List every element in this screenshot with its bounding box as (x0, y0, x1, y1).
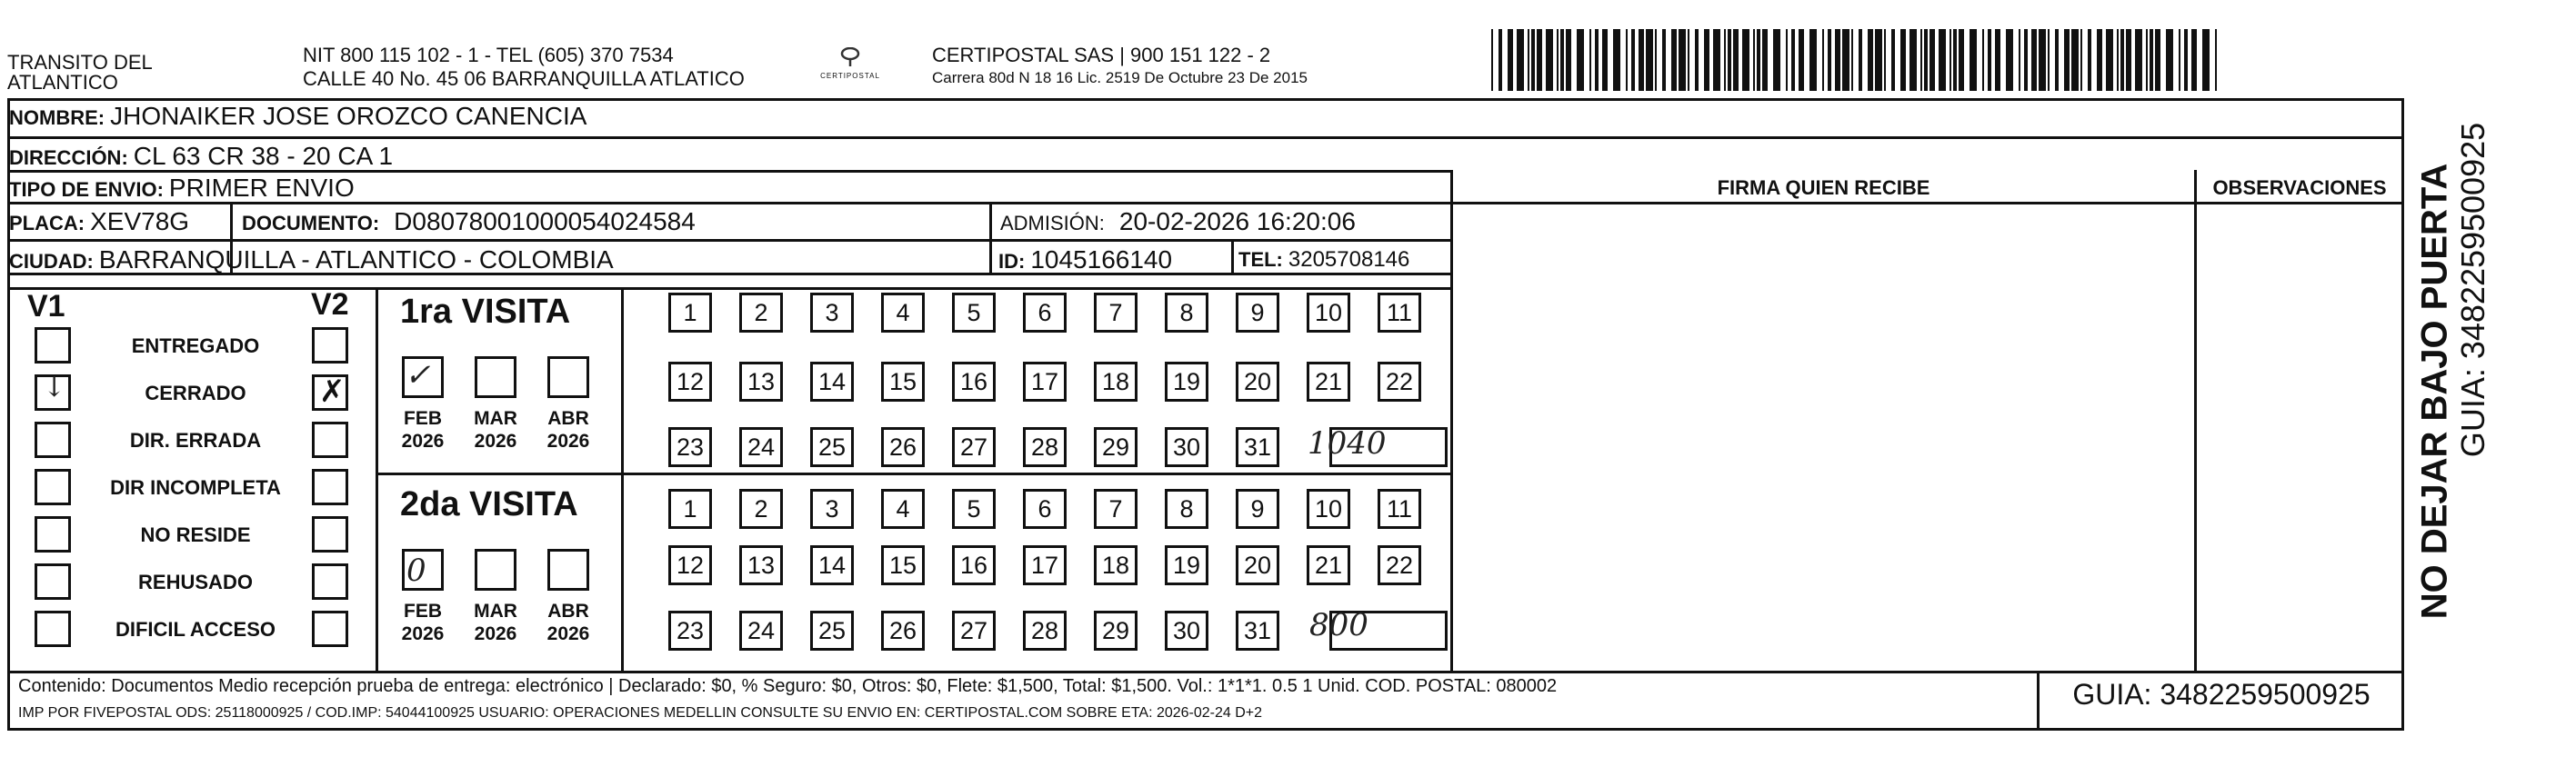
day-box[interactable]: 2 (739, 489, 783, 529)
observaciones-header: OBSERVACIONES (2212, 176, 2387, 199)
month-year: 2026 (546, 623, 590, 644)
month-label (396, 600, 450, 645)
v2-checkbox[interactable] (312, 374, 348, 411)
barcode-bar (2064, 29, 2070, 91)
first-visit-check: ✓ (405, 357, 431, 393)
barcode-bar (1959, 29, 1964, 91)
day-box[interactable]: 1 (668, 489, 712, 529)
barcode-bar (1528, 29, 1529, 91)
side-guia-label: GUIA: 3482259500925 (2454, 122, 2491, 458)
month-checkbox[interactable] (475, 549, 516, 591)
month-year: 2026 (474, 623, 517, 644)
barcode-bar (1859, 29, 1862, 91)
day-box[interactable]: 19 (1165, 362, 1208, 402)
barcode-bar (2120, 29, 2124, 91)
barcode-bar (1828, 29, 1831, 91)
barcode-bar (1953, 29, 1957, 91)
day-box[interactable]: 16 (952, 362, 996, 402)
month-label (541, 407, 596, 453)
barcode-bar (2019, 29, 2020, 91)
day-box[interactable]: 12 (668, 545, 712, 585)
barcode-bar (2048, 29, 2050, 91)
barcode-bar (1982, 29, 1984, 91)
firma-header: FIRMA QUIEN RECIBE (1717, 176, 1930, 199)
nombre-label: NOMBRE: (9, 106, 105, 129)
day-box[interactable]: 29 (1094, 427, 1138, 467)
barcode-bar (1822, 29, 1824, 91)
day-box[interactable]: 22 (1378, 362, 1421, 402)
status-label: NO RESIDE (140, 523, 251, 546)
barcode-bar (1773, 29, 1780, 91)
admision-label: ADMISIÓN: (1000, 212, 1105, 234)
barcode-bar (2202, 29, 2210, 91)
barcode-bar (1557, 29, 1559, 91)
day-box[interactable]: 18 (1094, 545, 1138, 585)
barcode-bar (1626, 29, 1628, 91)
barcode-bar (1498, 29, 1502, 91)
day-box[interactable]: 7 (1094, 489, 1138, 529)
day-box[interactable]: 21 (1307, 545, 1350, 585)
day-box[interactable]: 26 (881, 611, 925, 651)
admision-row (1000, 207, 1356, 236)
day-box[interactable]: 17 (1023, 545, 1067, 585)
month-label (468, 407, 523, 453)
status-label: CERRADO (145, 382, 246, 404)
barcode-bar (1517, 29, 1524, 91)
barcode-bar (1688, 29, 1689, 91)
day-box[interactable]: 24 (739, 427, 783, 467)
v2-label: V2 (311, 287, 349, 322)
barcode-bar (1602, 29, 1608, 91)
barcode-bar (2179, 29, 2180, 91)
day-box[interactable]: 16 (952, 545, 996, 585)
tipo-row (9, 174, 355, 203)
documento-row (242, 207, 696, 236)
day-box[interactable]: 6 (1023, 293, 1067, 333)
day-box[interactable]: 23 (668, 611, 712, 651)
v2-checkbox[interactable] (312, 469, 348, 505)
day-box[interactable]: 30 (1165, 611, 1208, 651)
barcode-bar (1875, 29, 1882, 91)
barcode-bar (1508, 29, 1513, 91)
day-box[interactable]: 25 (810, 427, 854, 467)
barcode-bar (1728, 29, 1731, 91)
first-visit-time: 1040 (1308, 425, 1387, 462)
nombre-value: JHONAIKER JOSE OROZCO CANENCIA (110, 102, 587, 130)
v1-checkbox[interactable] (35, 422, 71, 458)
barcode-bar (1662, 29, 1666, 91)
v2-checkbox[interactable] (312, 327, 348, 364)
side-guia (2455, 98, 2491, 643)
day-box[interactable]: 2 (739, 293, 783, 333)
status-label: DIFICIL ACCESO (115, 618, 276, 641)
month-year: 2026 (546, 431, 590, 452)
direccion-label: DIRECCIÓN: (9, 146, 128, 169)
day-box[interactable]: 27 (952, 611, 996, 651)
barcode-bar (2031, 29, 2037, 91)
logo-text: CERTIPOSTAL (820, 72, 880, 80)
month-checkbox[interactable] (547, 549, 589, 591)
barcode-bar (1724, 29, 1726, 91)
day-box[interactable]: 3 (810, 293, 854, 333)
day-box[interactable]: 31 (1236, 611, 1279, 651)
direccion-value: CL 63 CR 38 - 20 CA 1 (133, 142, 394, 170)
id-label: ID: (998, 250, 1026, 273)
barcode-bar (2071, 29, 2079, 91)
barcode-bar (1835, 29, 1840, 91)
day-box[interactable]: 28 (1023, 611, 1067, 651)
footer-contenido: Contenido: Documentos Medio recepción prueba de entrega: electrónico | Declarado: $0, % Seguro: $0, Otros: $0, Flete: $1,500, Total: $1,500. Vol.: 1*1*1. 0.5 1 Unid. COD. POSTAL: 080002 (18, 676, 1558, 696)
day-box[interactable]: 14 (810, 362, 854, 402)
barcode-bar (1695, 29, 1699, 91)
barcode-bar (2155, 29, 2160, 91)
day-box[interactable]: 13 (739, 362, 783, 402)
barcode-bar (1920, 29, 1922, 91)
day-box[interactable]: 4 (881, 293, 925, 333)
month-name: MAR (474, 408, 517, 429)
barcode-bar (1851, 29, 1853, 91)
day-box[interactable]: 29 (1094, 611, 1138, 651)
v2-checkbox[interactable] (312, 611, 348, 647)
footer-imp-line: IMP POR FIVEPOSTAL ODS: 25118000925 / COD.IMP: 54044100925 USUARIO: OPERACIONES MEDELLIN CONSULTE SU ENVIO EN: CERTIPOSTAL.COM SOBRE ETA: 2026-02-24 D+2 (18, 705, 1263, 721)
v1-mark: ↓ (43, 372, 66, 403)
barcode-bar (1560, 29, 1564, 91)
barcode-bar (1762, 29, 1768, 91)
barcode-bar (1491, 29, 1493, 91)
tel-value: 3205708146 (1288, 247, 1410, 272)
day-box[interactable]: 10 (1307, 489, 1350, 529)
v2-checkbox[interactable] (312, 516, 348, 553)
barcode-bar (1531, 29, 1535, 91)
barcode-bar (2150, 29, 2153, 91)
v2-x-mark: ✗ (319, 374, 346, 409)
barcode-bar (1884, 29, 1886, 91)
barcode-bar (1786, 29, 1788, 91)
barcode-bar (1639, 29, 1644, 91)
tipo-label: TIPO DE ENVIO: (9, 178, 164, 201)
barcode-bar (1742, 29, 1749, 91)
tel-row (1238, 247, 1409, 273)
v2-checkbox[interactable] (312, 563, 348, 600)
day-box[interactable]: 8 (1165, 293, 1208, 333)
day-box[interactable]: 24 (739, 611, 783, 651)
barcode-bar (1646, 29, 1653, 91)
barcode-bar (2146, 29, 2148, 91)
day-box[interactable]: 26 (881, 427, 925, 467)
barcode-bar (1713, 29, 1720, 91)
day-box[interactable]: 9 (1236, 489, 1279, 529)
day-box[interactable]: 11 (1378, 489, 1421, 529)
day-box[interactable]: 10 (1307, 293, 1350, 333)
barcode (1491, 29, 2223, 91)
day-box[interactable]: 11 (1378, 293, 1421, 333)
v1-checkbox[interactable] (35, 327, 71, 364)
day-box[interactable]: 5 (952, 293, 996, 333)
barcode-bar (1757, 29, 1760, 91)
barcode-bar (2184, 29, 2188, 91)
day-box[interactable]: 7 (1094, 293, 1138, 333)
barcode-bar (2097, 29, 2102, 91)
month-checkbox[interactable] (475, 356, 516, 398)
day-box[interactable]: 18 (1094, 362, 1138, 402)
status-label: REHUSADO (138, 571, 253, 593)
certipostal-logo (809, 47, 891, 80)
v2-checkbox[interactable] (312, 422, 348, 458)
barcode-bar (1566, 29, 1571, 91)
status-label: DIR. ERRADA (129, 429, 262, 452)
no-dejar-label: NO DEJAR BAJO PUERTA (2414, 163, 2455, 620)
barcode-bar (2135, 29, 2142, 91)
day-box[interactable]: 25 (810, 611, 854, 651)
month-name: ABR (547, 408, 589, 429)
day-box[interactable]: 13 (739, 545, 783, 585)
ciudad-value: BARRANQUILLA - ATLANTICO - COLOMBIA (98, 245, 614, 274)
ciudad-label: CIUDAD: (9, 250, 94, 273)
second-visit-mark: 0 (406, 553, 426, 589)
tipo-value: PRIMER ENVIO (168, 174, 355, 202)
placa-label: PLACA: (9, 212, 85, 234)
v1-checkbox[interactable] (35, 516, 71, 553)
documento-label: DOCUMENTO: (242, 212, 380, 234)
first-visit-title: 1ra VISITA (400, 293, 571, 331)
barcode-bar (1631, 29, 1635, 91)
barcode-bar (1671, 29, 1677, 91)
month-name: ABR (547, 601, 589, 622)
day-box[interactable]: 23 (668, 427, 712, 467)
day-box[interactable]: 28 (1023, 427, 1067, 467)
day-box[interactable]: 3 (810, 489, 854, 529)
day-box[interactable]: 9 (1236, 293, 1279, 333)
side-notice (2408, 98, 2453, 643)
company-line: CERTIPOSTAL SAS | 900 151 122 - 2 (932, 44, 1271, 66)
nit-line: NIT 800 115 102 - 1 - TEL (605) 370 7534 (303, 44, 674, 66)
second-visit-time: 800 (1309, 607, 1368, 643)
day-box[interactable]: 17 (1023, 362, 1067, 402)
barcode-bar (1988, 29, 1991, 91)
barcode-bar (1909, 29, 1917, 91)
footer-guia-box: GUIA: 3482259500925 (2072, 678, 2371, 711)
direccion-row (9, 142, 393, 171)
barcode-bar (1995, 29, 2000, 91)
barcode-bar (1704, 29, 1709, 91)
logo-icon (837, 47, 864, 67)
barcode-bar (1809, 29, 1817, 91)
day-box[interactable]: 8 (1165, 489, 1208, 529)
barcode-bar (2166, 29, 2173, 91)
sender-name: TRANSITO DEL ATLANTICO (7, 51, 152, 94)
barcode-bar (1577, 29, 1584, 91)
barcode-bar (2106, 29, 2113, 91)
barcode-bar (1842, 29, 1849, 91)
barcode-bar (1868, 29, 1873, 91)
barcode-bar (1613, 29, 1620, 91)
barcode-bar (1924, 29, 1928, 91)
barcode-bar (2039, 29, 2046, 91)
month-year: 2026 (474, 431, 517, 452)
v1-checkbox[interactable] (35, 563, 71, 600)
barcode-bar (2215, 29, 2217, 91)
barcode-bar (1546, 29, 1553, 91)
v1-checkbox[interactable] (35, 611, 71, 647)
month-name: FEB (404, 408, 442, 429)
documento-value: D080780010000540245​84 (394, 207, 696, 235)
barcode-bar (1900, 29, 1906, 91)
barcode-bar (1891, 29, 1895, 91)
month-year: 2026 (401, 623, 445, 644)
barcode-bar (1589, 29, 1591, 91)
day-box[interactable]: 19 (1165, 545, 1208, 585)
v1-checkbox[interactable] (35, 469, 71, 505)
barcode-bar (1970, 29, 1977, 91)
day-box[interactable]: 21 (1307, 362, 1350, 402)
day-box[interactable]: 14 (810, 545, 854, 585)
day-box[interactable]: 30 (1165, 427, 1208, 467)
month-label (468, 600, 523, 645)
month-name: MAR (474, 601, 517, 622)
day-box[interactable]: 6 (1023, 489, 1067, 529)
barcode-bar (1595, 29, 1599, 91)
day-box[interactable]: 22 (1378, 545, 1421, 585)
placa-value: XEV78G (90, 207, 190, 235)
status-label: ENTREGADO (131, 334, 260, 357)
ciudad-row (9, 245, 614, 274)
day-box[interactable]: 12 (668, 362, 712, 402)
v1-checkbox[interactable] (35, 374, 71, 411)
barcode-bar (1950, 29, 1951, 91)
admision-value: 20-02-2026 16:20:06 (1118, 207, 1356, 235)
barcode-bar (1791, 29, 1795, 91)
license-line: Carrera 80d N 18 16 Lic. 2519 De Octubre 23 De 2015 (932, 69, 1308, 86)
id-value: 1045166140 (1030, 245, 1173, 274)
barcode-bar (2080, 29, 2082, 91)
id-row (998, 245, 1172, 274)
v1-label: V1 (27, 289, 65, 324)
day-box[interactable]: 20 (1236, 545, 1279, 585)
barcode-bar (1929, 29, 1935, 91)
day-box[interactable]: 27 (952, 427, 996, 467)
barcode-bar (1679, 29, 1686, 91)
month-label (396, 407, 450, 453)
barcode-bar (2117, 29, 2119, 91)
day-box[interactable]: 15 (881, 545, 925, 585)
barcode-bar (1537, 29, 1542, 91)
day-box[interactable]: 5 (952, 489, 996, 529)
nombre-row (9, 102, 586, 131)
barcode-bar (2006, 29, 2013, 91)
barcode-bar (1655, 29, 1657, 91)
barcode-bar (2126, 29, 2131, 91)
month-checkbox[interactable] (547, 356, 589, 398)
day-box[interactable]: 1 (668, 293, 712, 333)
second-visit-title: 2da VISITA (400, 485, 578, 523)
tel-label: TEL: (1238, 248, 1283, 271)
barcode-bar (2055, 29, 2059, 91)
day-box[interactable]: 15 (881, 362, 925, 402)
month-label (541, 600, 596, 645)
status-label: DIR INCOMPLETA (110, 476, 281, 499)
barcode-bar (2191, 29, 2197, 91)
address-line: CALLE 40 No. 45 06 BARRANQUILLA ATLATICO (303, 67, 745, 90)
barcode-bar (1799, 29, 1804, 91)
barcode-bar (2088, 29, 2091, 91)
barcode-bar (1939, 29, 1946, 91)
month-year: 2026 (401, 431, 445, 452)
day-box[interactable]: 4 (881, 489, 925, 529)
day-box[interactable]: 31 (1236, 427, 1279, 467)
day-box[interactable]: 20 (1236, 362, 1279, 402)
barcode-bar (1733, 29, 1739, 91)
placa-row (9, 207, 189, 236)
month-name: FEB (404, 601, 442, 622)
barcode-bar (1753, 29, 1755, 91)
barcode-bar (2024, 29, 2028, 91)
